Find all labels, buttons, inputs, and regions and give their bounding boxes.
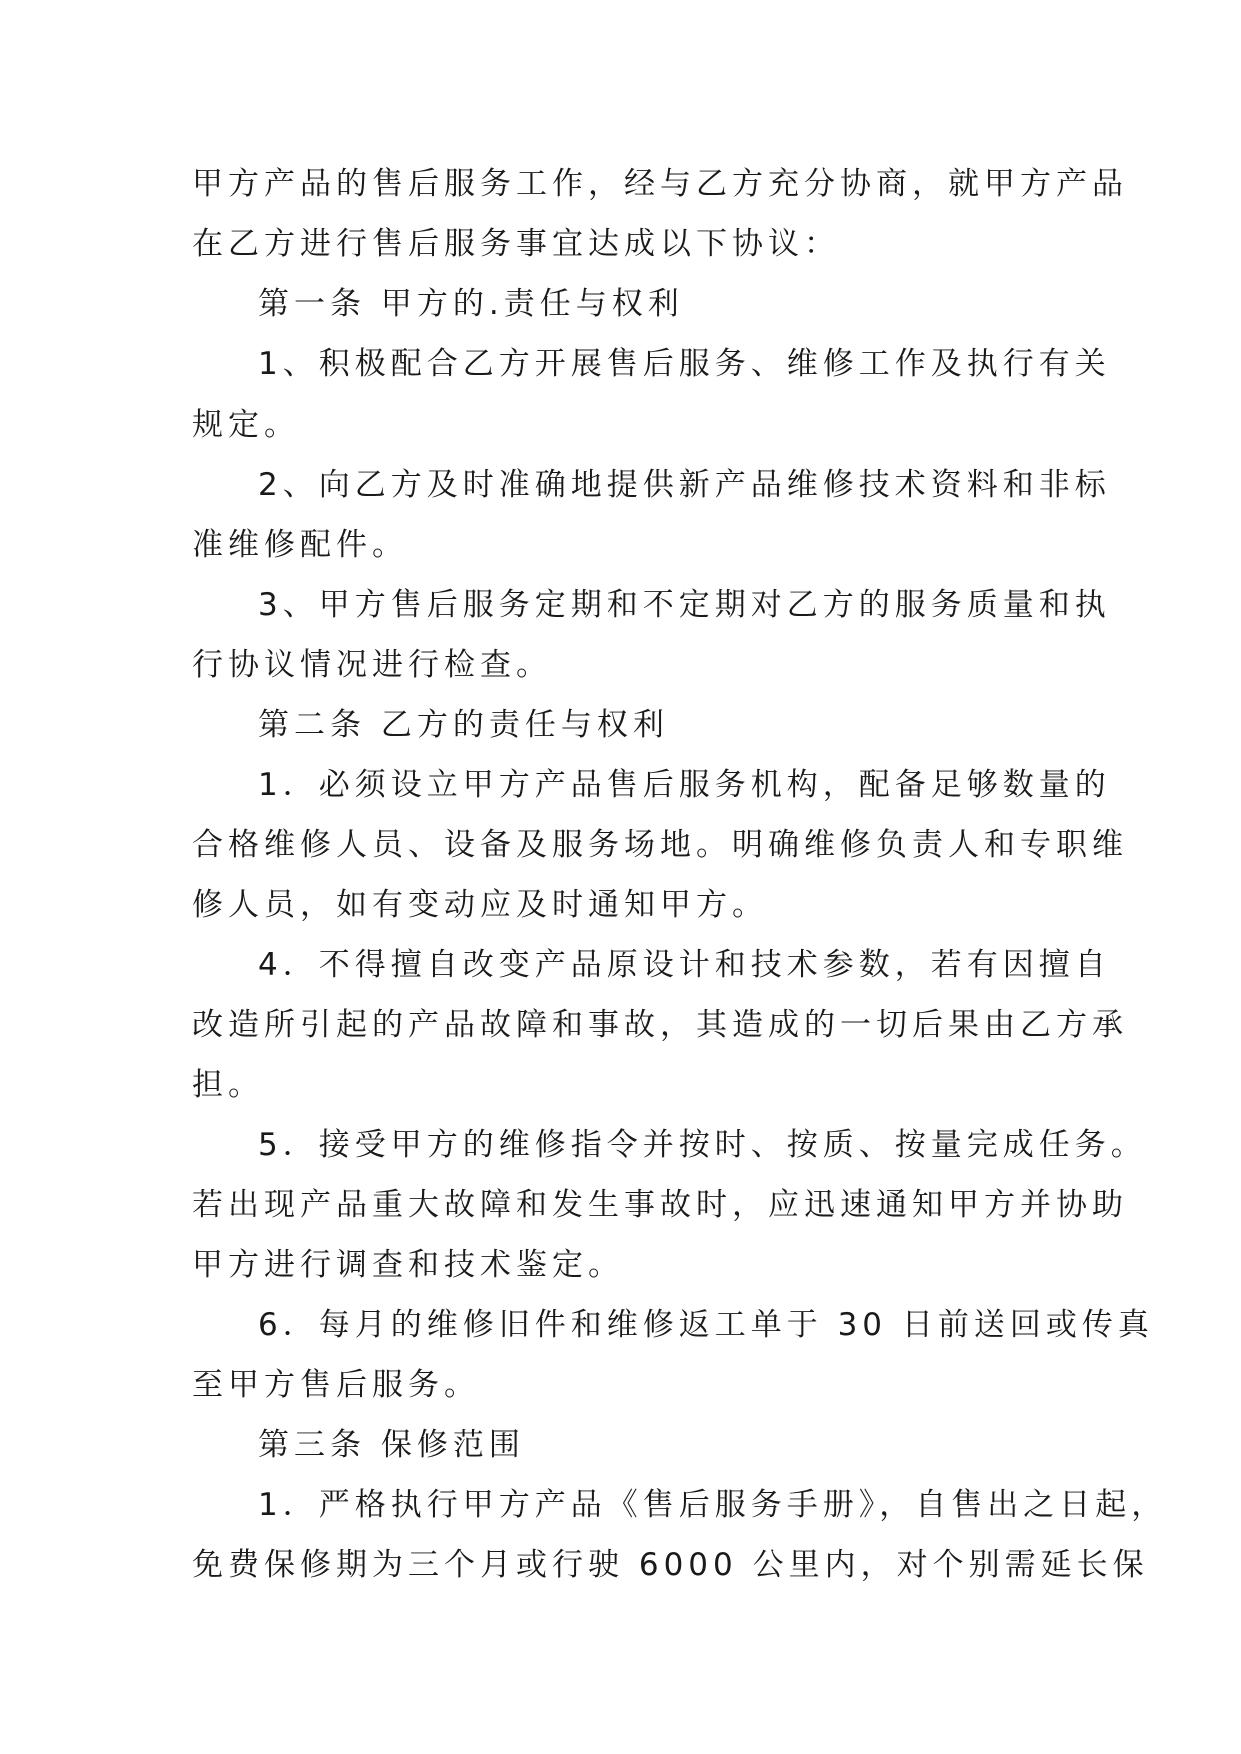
section-heading: 第三条 保修范围 [258,1427,525,1463]
list-item-line: 修人员，如有变动应及时通知甲方。 [192,887,768,923]
paragraph-line: 甲方产品的售后服务工作，经与乙方充分协商，就甲方产品 [192,166,1128,202]
paragraph-line: 在乙方进行售后服务事宜达成以下协议： [192,226,840,262]
list-item-line: 1．必须设立甲方产品售后服务机构，配备足够数量的 [258,767,1111,803]
list-item-line: 准维修配件。 [192,527,408,563]
list-item-line: 3、甲方售后服务定期和不定期对乙方的服务质量和执 [258,587,1111,623]
section-heading: 第一条 甲方的.责任与权利 [258,286,684,322]
list-item-line: 改造所引起的产品故障和事故，其造成的一切后果由乙方承 [192,1007,1128,1043]
list-item-line: 4．不得擅自改变产品原设计和技术参数，若有因擅自 [258,947,1111,983]
list-item-line: 行协议情况进行检查。 [192,647,552,683]
list-item-line: 6．每月的维修旧件和维修返工单于 30 日前送回或传真 [258,1307,1154,1343]
list-item-line: 若出现产品重大故障和发生事故时，应迅速通知甲方并协助 [192,1187,1128,1223]
list-item-line: 免费保修期为三个月或行驶 6000 公里内，对个别需延长保 [192,1547,1149,1583]
list-item-line: 规定。 [192,407,300,443]
list-item-line: 1、积极配合乙方开展售后服务、维修工作及执行有关 [258,346,1111,382]
list-item-line: 至甲方售后服务。 [192,1367,480,1403]
section-heading: 第二条 乙方的责任与权利 [258,707,669,743]
list-item-line: 1．严格执行甲方产品《售后服务手册》，自售出之日起， [258,1487,1168,1523]
list-item-line: 甲方进行调查和技术鉴定。 [192,1247,624,1283]
list-item-line: 5．接受甲方的维修指令并按时、按质、按量完成任务。 [258,1127,1147,1163]
list-item-line: 合格维修人员、设备及服务场地。明确维修负责人和专职维 [192,827,1128,863]
list-item-line: 担。 [192,1067,264,1103]
list-item-line: 2、向乙方及时准确地提供新产品维修技术资料和非标 [258,467,1111,503]
